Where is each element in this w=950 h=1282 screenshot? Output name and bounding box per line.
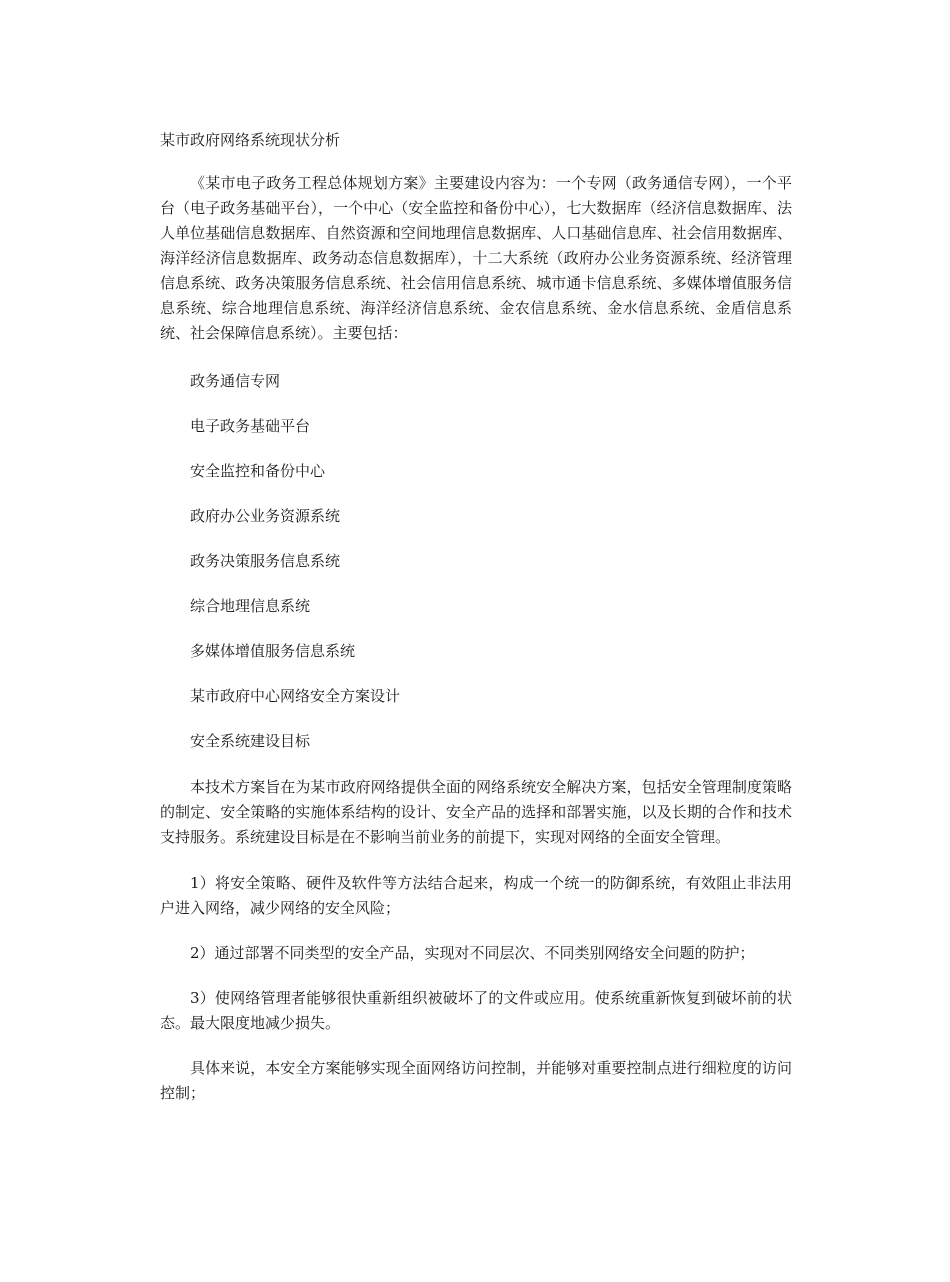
list-item: 安全监控和备份中心 xyxy=(190,462,326,480)
closing-paragraph: 具体来说，本安全方案能够实现全面网络访问控制，并能够对重要控制点进行细粒度的访问控制； xyxy=(160,1059,792,1102)
goal-paragraph: 本技术方案旨在为某市政府网络提供全面的网络系统安全解决方案，包括安全管理制度策略的制定、安全策略的实施体系结构的设计、安全产品的选择和部署实施，以及长期的合作和技术支持服务。系统建设目标是在不影响当前业务的前提下，实现对网络的全面安全管理。 xyxy=(160,778,792,846)
document-body xyxy=(160,126,792,1106)
section-heading: 某市政府中心网络安全方案设计 xyxy=(190,687,401,705)
document-title: 某市政府网络系统现状分析 xyxy=(160,131,341,149)
list-item: 政务通信专网 xyxy=(190,372,281,390)
list-item: 政府办公业务资源系统 xyxy=(190,507,341,525)
list-item: 综合地理信息系统 xyxy=(190,597,311,615)
subsection-heading: 安全系统建设目标 xyxy=(190,732,311,750)
goal-point-1: 1）将安全策略、硬件及软件等方法结合起来，构成一个统一的防御系统，有效阻止非法用户进入网络，减少网络的安全风险； xyxy=(160,874,792,917)
list-item: 多媒体增值服务信息系统 xyxy=(190,642,356,660)
list-item: 电子政务基础平台 xyxy=(190,417,311,435)
intro-paragraph: 《某市电子政务工程总体规划方案》主要建设内容为：一个专网（政务通信专网），一个平台（电子政务基础平台），一个中心（安全监控和备份中心），七大数据库（经济信息数据库、法人单位基础信息数据库、自然资源和空间地理信息数据库、人口基础信息库、社会信用数据库、海洋经济信息数据库、政务动态信息数据库），十二大系统（政府办公业务资源系统、经济管理信息系统、政务决策服务信息系统、社会信用信息系统、城市通卡信息系统、多媒体增值服务信息系统、综合地理信息系统、海洋经济信息系统、金农信息系统、金水信息系统、金盾信息系统、社会保障信息系统）。主要包括： xyxy=(160,174,792,342)
goal-point-2: 2）通过部署不同类型的安全产品，实现对不同层次、不同类别网络安全问题的防护； xyxy=(190,944,755,962)
goal-point-3: 3）使网络管理者能够很快重新组织被破坏了的文件或应用。使系统重新恢复到破坏前的状态。最大限度地减少损失。 xyxy=(160,989,792,1032)
list-item: 政务决策服务信息系统 xyxy=(190,552,341,570)
